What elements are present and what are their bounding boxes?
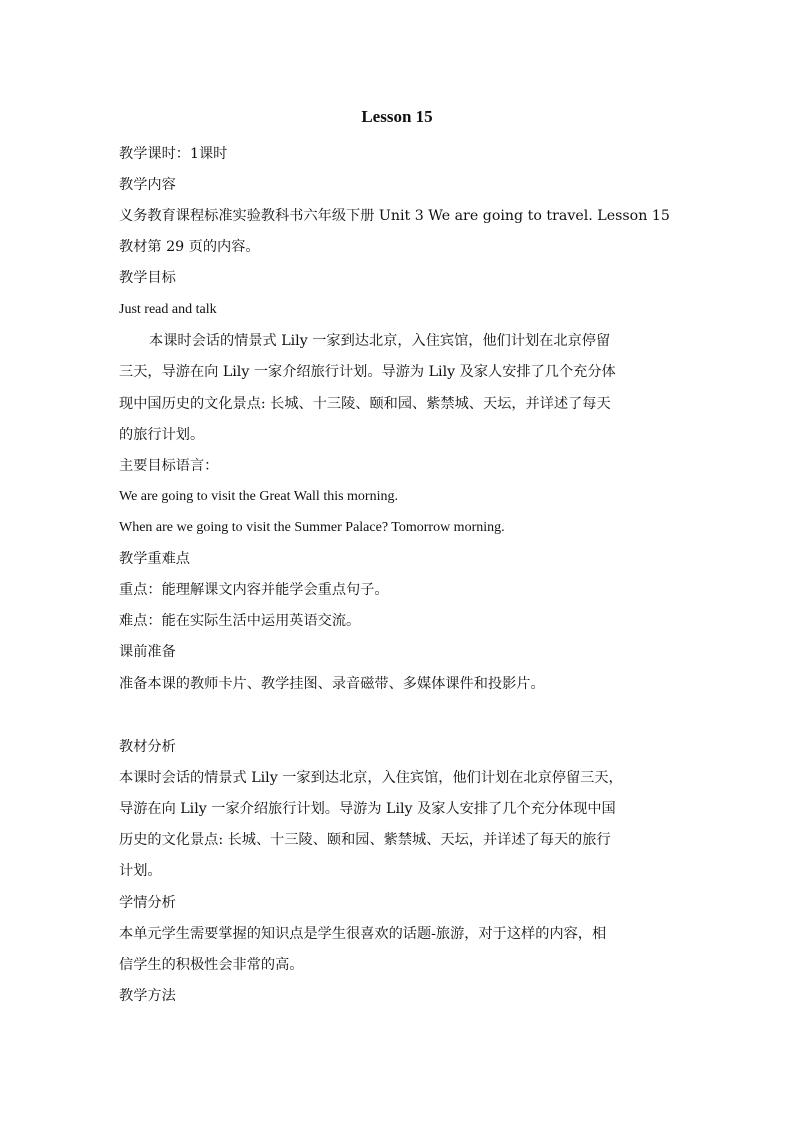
text-line-textbook: 义务教育课程标准实验教科书六年级下册 Unit 3 We are going to travel. Lesson 15: [119, 208, 670, 224]
text-line-class-hours: 教学课时：1课时: [119, 146, 228, 162]
heading-material-analysis: 教材分析: [119, 739, 176, 755]
text-line-analysis-1: 本课时会话的情景式 Lily 一家到达北京，入住宾馆，他们计划在北京停留三天，: [119, 770, 623, 786]
text-line-analysis-4: 计划。: [119, 863, 162, 879]
heading-teaching-goals: 教学目标: [119, 270, 176, 286]
text-line-student-analysis-1: 本单元学生需要掌握的知识点是学生很喜欢的话题-旅游，对于这样的内容，相: [119, 926, 607, 942]
text-line-goal-paragraph-2: 三天，导游在向 Lily 一家介绍旅行计划。导游为 Lily 及家人安排了几个充分体: [119, 364, 616, 380]
text-line-goal-paragraph-4: 的旅行计划。: [119, 427, 205, 443]
heading-preparation: 课前准备: [119, 644, 176, 660]
text-line-difficult-point: 难点：能在实际生活中运用英语交流。: [119, 613, 361, 629]
heading-student-analysis: 学情分析: [119, 895, 176, 911]
heading-teaching-methods: 教学方法: [119, 988, 176, 1004]
text-line-preparation: 准备本课的教师卡片、教学挂图、录音磁带、多媒体课件和投影片。: [119, 676, 545, 692]
text-line-key-point: 重点：能理解课文内容并能学会重点句子。: [119, 582, 389, 598]
heading-teaching-content: 教学内容: [119, 177, 176, 193]
text-line-analysis-3: 历史的文化景点: 长城、十三陵、颐和园、紫禁城、天坛，并详述了每天的旅行: [119, 832, 611, 848]
heading-key-difficult-points: 教学重难点: [119, 551, 190, 567]
text-line-goal-paragraph-3: 现中国历史的文化景点: 长城、十三陵、颐和园、紫禁城、天坛，并详述了每天: [119, 396, 611, 412]
page-title: Lesson 15: [361, 107, 433, 126]
text-line-goal-paragraph-1: 本课时会话的情景式 Lily 一家到达北京，入住宾馆，他们计划在北京停留: [149, 333, 611, 349]
text-line-target-sentence-2: When are we going to visit the Summer Palace? Tomorrow morning.: [119, 520, 505, 535]
text-line-analysis-2: 导游在向 Lily 一家介绍旅行计划。导游为 Lily 及家人安排了几个充分体现中国: [119, 801, 616, 817]
text-line-student-analysis-2: 信学生的积极性会非常的高。: [119, 957, 304, 973]
heading-target-language: 主要目标语言：: [119, 458, 219, 474]
text-line-textbook-page: 教材第 29 页的内容。: [119, 239, 260, 255]
text-line-just-read-and-talk: Just read and talk: [119, 302, 217, 317]
text-line-target-sentence-1: We are going to visit the Great Wall this morning.: [119, 489, 398, 504]
